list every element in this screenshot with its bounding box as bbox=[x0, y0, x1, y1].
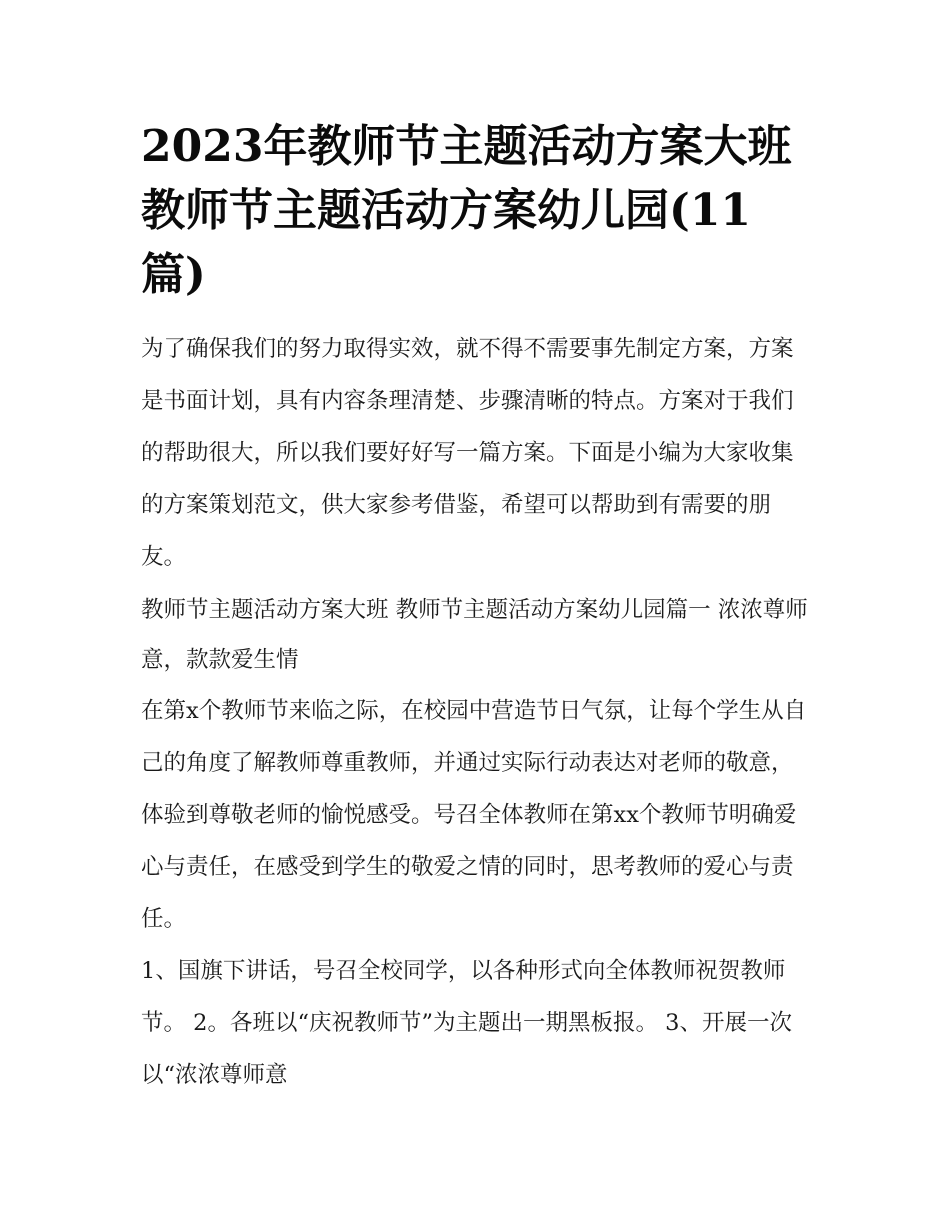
document-content bbox=[141, 115, 813, 1101]
document-title: 2023年教师节主题活动方案大班 教师节主题活动方案幼儿园(11篇) bbox=[141, 121, 792, 300]
body-paragraph: 在第x个教师节来临之际，在校园中营造节日气氛，让每个学生从自己的角度了解教师尊重教师，并通过实际行动表达对老师的敬意，体验到尊敬老师的愉悦感受。号召全体教师在第xx个教师节明确爱心与责任，在感受到学生的敬爱之情的同时，思考教师的爱心与责任。 bbox=[141, 698, 807, 932]
intro-paragraph: 为了确保我们的努力取得实效，就不得不需要事先制定方案，方案是书面计划，具有内容条理清楚、步骤清晰的特点。方案对于我们的帮助很大，所以我们要好好写一篇方案。下面是小编为大家收集的方案策划范文，供大家参考借鉴，希望可以帮助到有需要的朋友。 bbox=[141, 336, 794, 570]
section-heading: 教师节主题活动方案大班 教师节主题活动方案幼儿园篇一 浓浓尊师意，款款爱生情 bbox=[141, 597, 808, 673]
activity-list-paragraph: 1、国旗下讲话，号召全校同学，以各种形式向全体教师祝贺教师节。 2。各班以“庆祝教师节”为主题出一期黑板报。 3、开展一次以“浓浓尊师意 bbox=[141, 958, 792, 1088]
